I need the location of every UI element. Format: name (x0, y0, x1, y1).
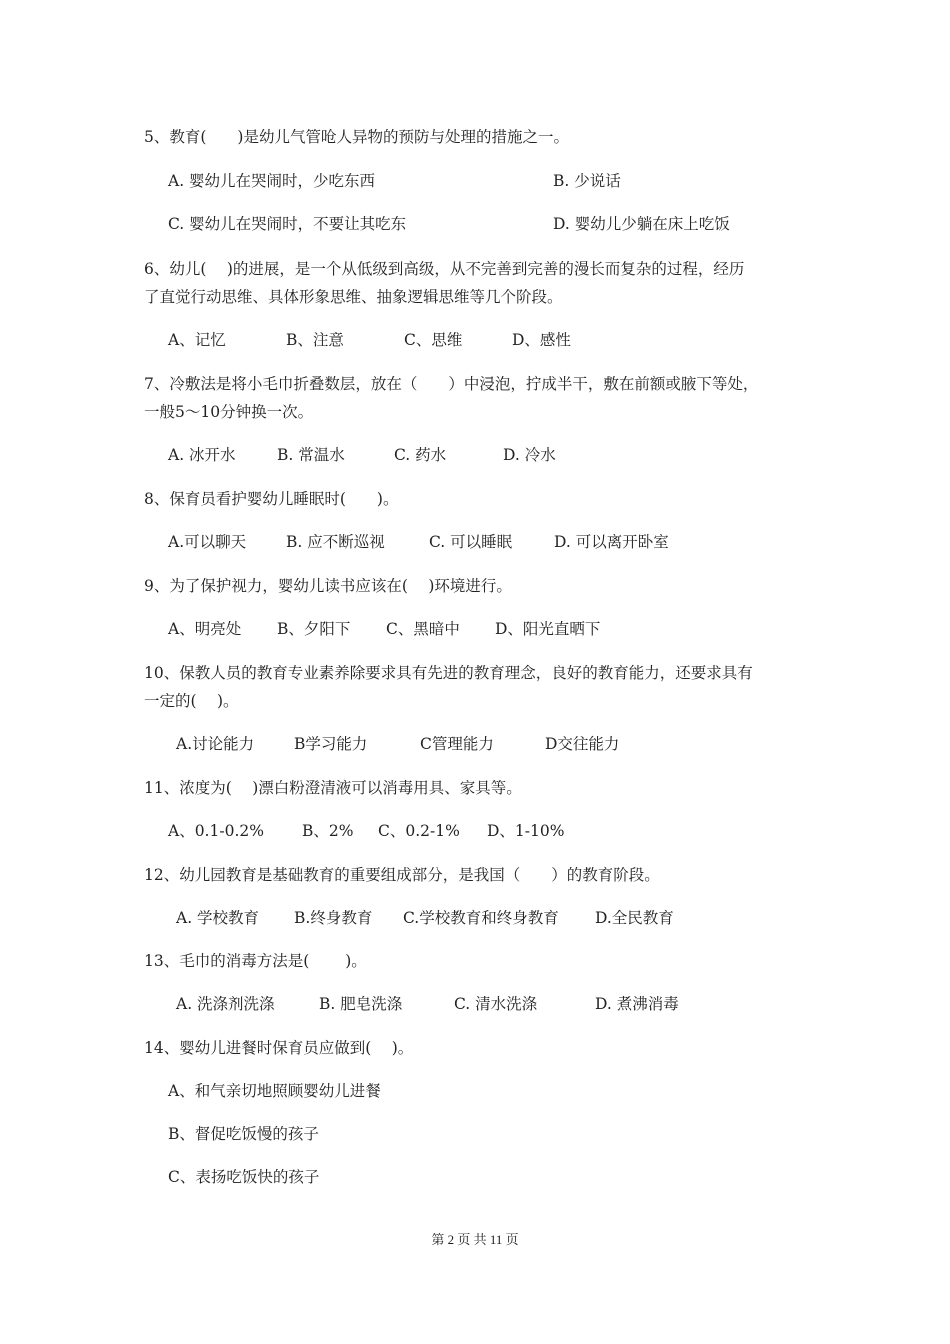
question-5: 5、教育( )是幼儿气管呛人异物的预防与处理的措施之一。 (144, 128, 569, 146)
question-6-line-2: 了直觉行动思维、具体形象思维、抽象逻辑思维等几个阶段。 (144, 288, 563, 306)
option-12c: C.学校教育和终身教育 (403, 909, 559, 927)
option-9d: D、阳光直晒下 (495, 620, 601, 638)
option-10a: A.讨论能力 (176, 735, 255, 753)
option-8c: C. 可以睡眠 (429, 533, 513, 551)
option-11a: A、0.1-0.2% (168, 822, 264, 840)
option-11d: D、1-10% (487, 822, 565, 840)
option-11c: C、0.2-1% (378, 822, 460, 840)
option-14a: A、和气亲切地照顾婴幼儿进餐 (168, 1082, 381, 1100)
question-9: 9、为了保护视力，婴幼儿读书应该在( )环境进行。 (144, 577, 512, 595)
option-8a: A.可以聊天 (168, 533, 247, 551)
option-6d: D、感性 (512, 331, 571, 349)
option-13a: A. 洗涤剂洗涤 (176, 995, 275, 1013)
option-7c: C. 药水 (394, 446, 447, 464)
option-5d: D. 婴幼儿少躺在床上吃饭 (553, 215, 730, 233)
option-6b: B、注意 (286, 331, 344, 349)
option-10c: C管理能力 (420, 735, 494, 753)
option-13c: C. 清水洗涤 (454, 995, 538, 1013)
option-12d: D.全民教育 (595, 909, 674, 927)
option-5a: A. 婴幼儿在哭闹时，少吃东西 (168, 172, 376, 190)
question-7-line-1: 7、冷敷法是将小毛巾折叠数层，放在（ ）中浸泡，拧成半干，敷在前额或腋下等处， (144, 375, 759, 393)
question-10-line-1: 10、保教人员的教育专业素养除要求具有先进的教育理念，良好的教育能力，还要求具有 (144, 664, 753, 682)
option-14b: B、督促吃饭慢的孩子 (168, 1125, 319, 1143)
option-14c: C、表扬吃饭快的孩子 (168, 1168, 320, 1186)
option-7d: D. 冷水 (503, 446, 556, 464)
option-9b: B、夕阳下 (277, 620, 351, 638)
option-13d: D. 煮沸消毒 (595, 995, 679, 1013)
option-10d: D交往能力 (545, 735, 620, 753)
option-9c: C、黑暗中 (386, 620, 460, 638)
option-9a: A、明亮处 (168, 620, 242, 638)
option-11b: B、2% (302, 822, 354, 840)
option-10b: B学习能力 (294, 735, 368, 753)
option-8d: D. 可以离开卧室 (554, 533, 669, 551)
question-13: 13、毛巾的消毒方法是( )。 (144, 952, 367, 970)
option-5b: B. 少说话 (553, 172, 621, 190)
option-5c: C. 婴幼儿在哭闹时，不要让其吃东 (168, 215, 407, 233)
option-7b: B. 常温水 (277, 446, 345, 464)
question-12: 12、幼儿园教育是基础教育的重要组成部分，是我国（ ）的教育阶段。 (144, 866, 660, 884)
question-8: 8、保育员看护婴幼儿睡眠时( )。 (144, 490, 399, 508)
option-7a: A. 冰开水 (168, 446, 236, 464)
option-13b: B. 肥皂洗涤 (319, 995, 403, 1013)
question-14: 14、婴幼儿进餐时保育员应做到( )。 (144, 1039, 414, 1057)
question-10-line-2: 一定的( )。 (144, 692, 239, 710)
question-7-line-2: 一般5～10分钟换一次。 (144, 403, 314, 421)
question-6-line-1: 6、幼儿( )的进展，是一个从低级到高级，从不完善到完善的漫长而复杂的过程，经历 (144, 260, 745, 278)
option-6c: C、思维 (404, 331, 463, 349)
option-6a: A、记忆 (168, 331, 226, 349)
option-12a: A. 学校教育 (176, 909, 260, 927)
option-12b: B.终身教育 (294, 909, 373, 927)
question-11: 11、浓度为( )漂白粉澄清液可以消毒用具、家具等。 (144, 779, 522, 797)
page-footer: 第 2 页 共 11 页 (431, 1232, 519, 1247)
option-8b: B. 应不断巡视 (286, 533, 385, 551)
